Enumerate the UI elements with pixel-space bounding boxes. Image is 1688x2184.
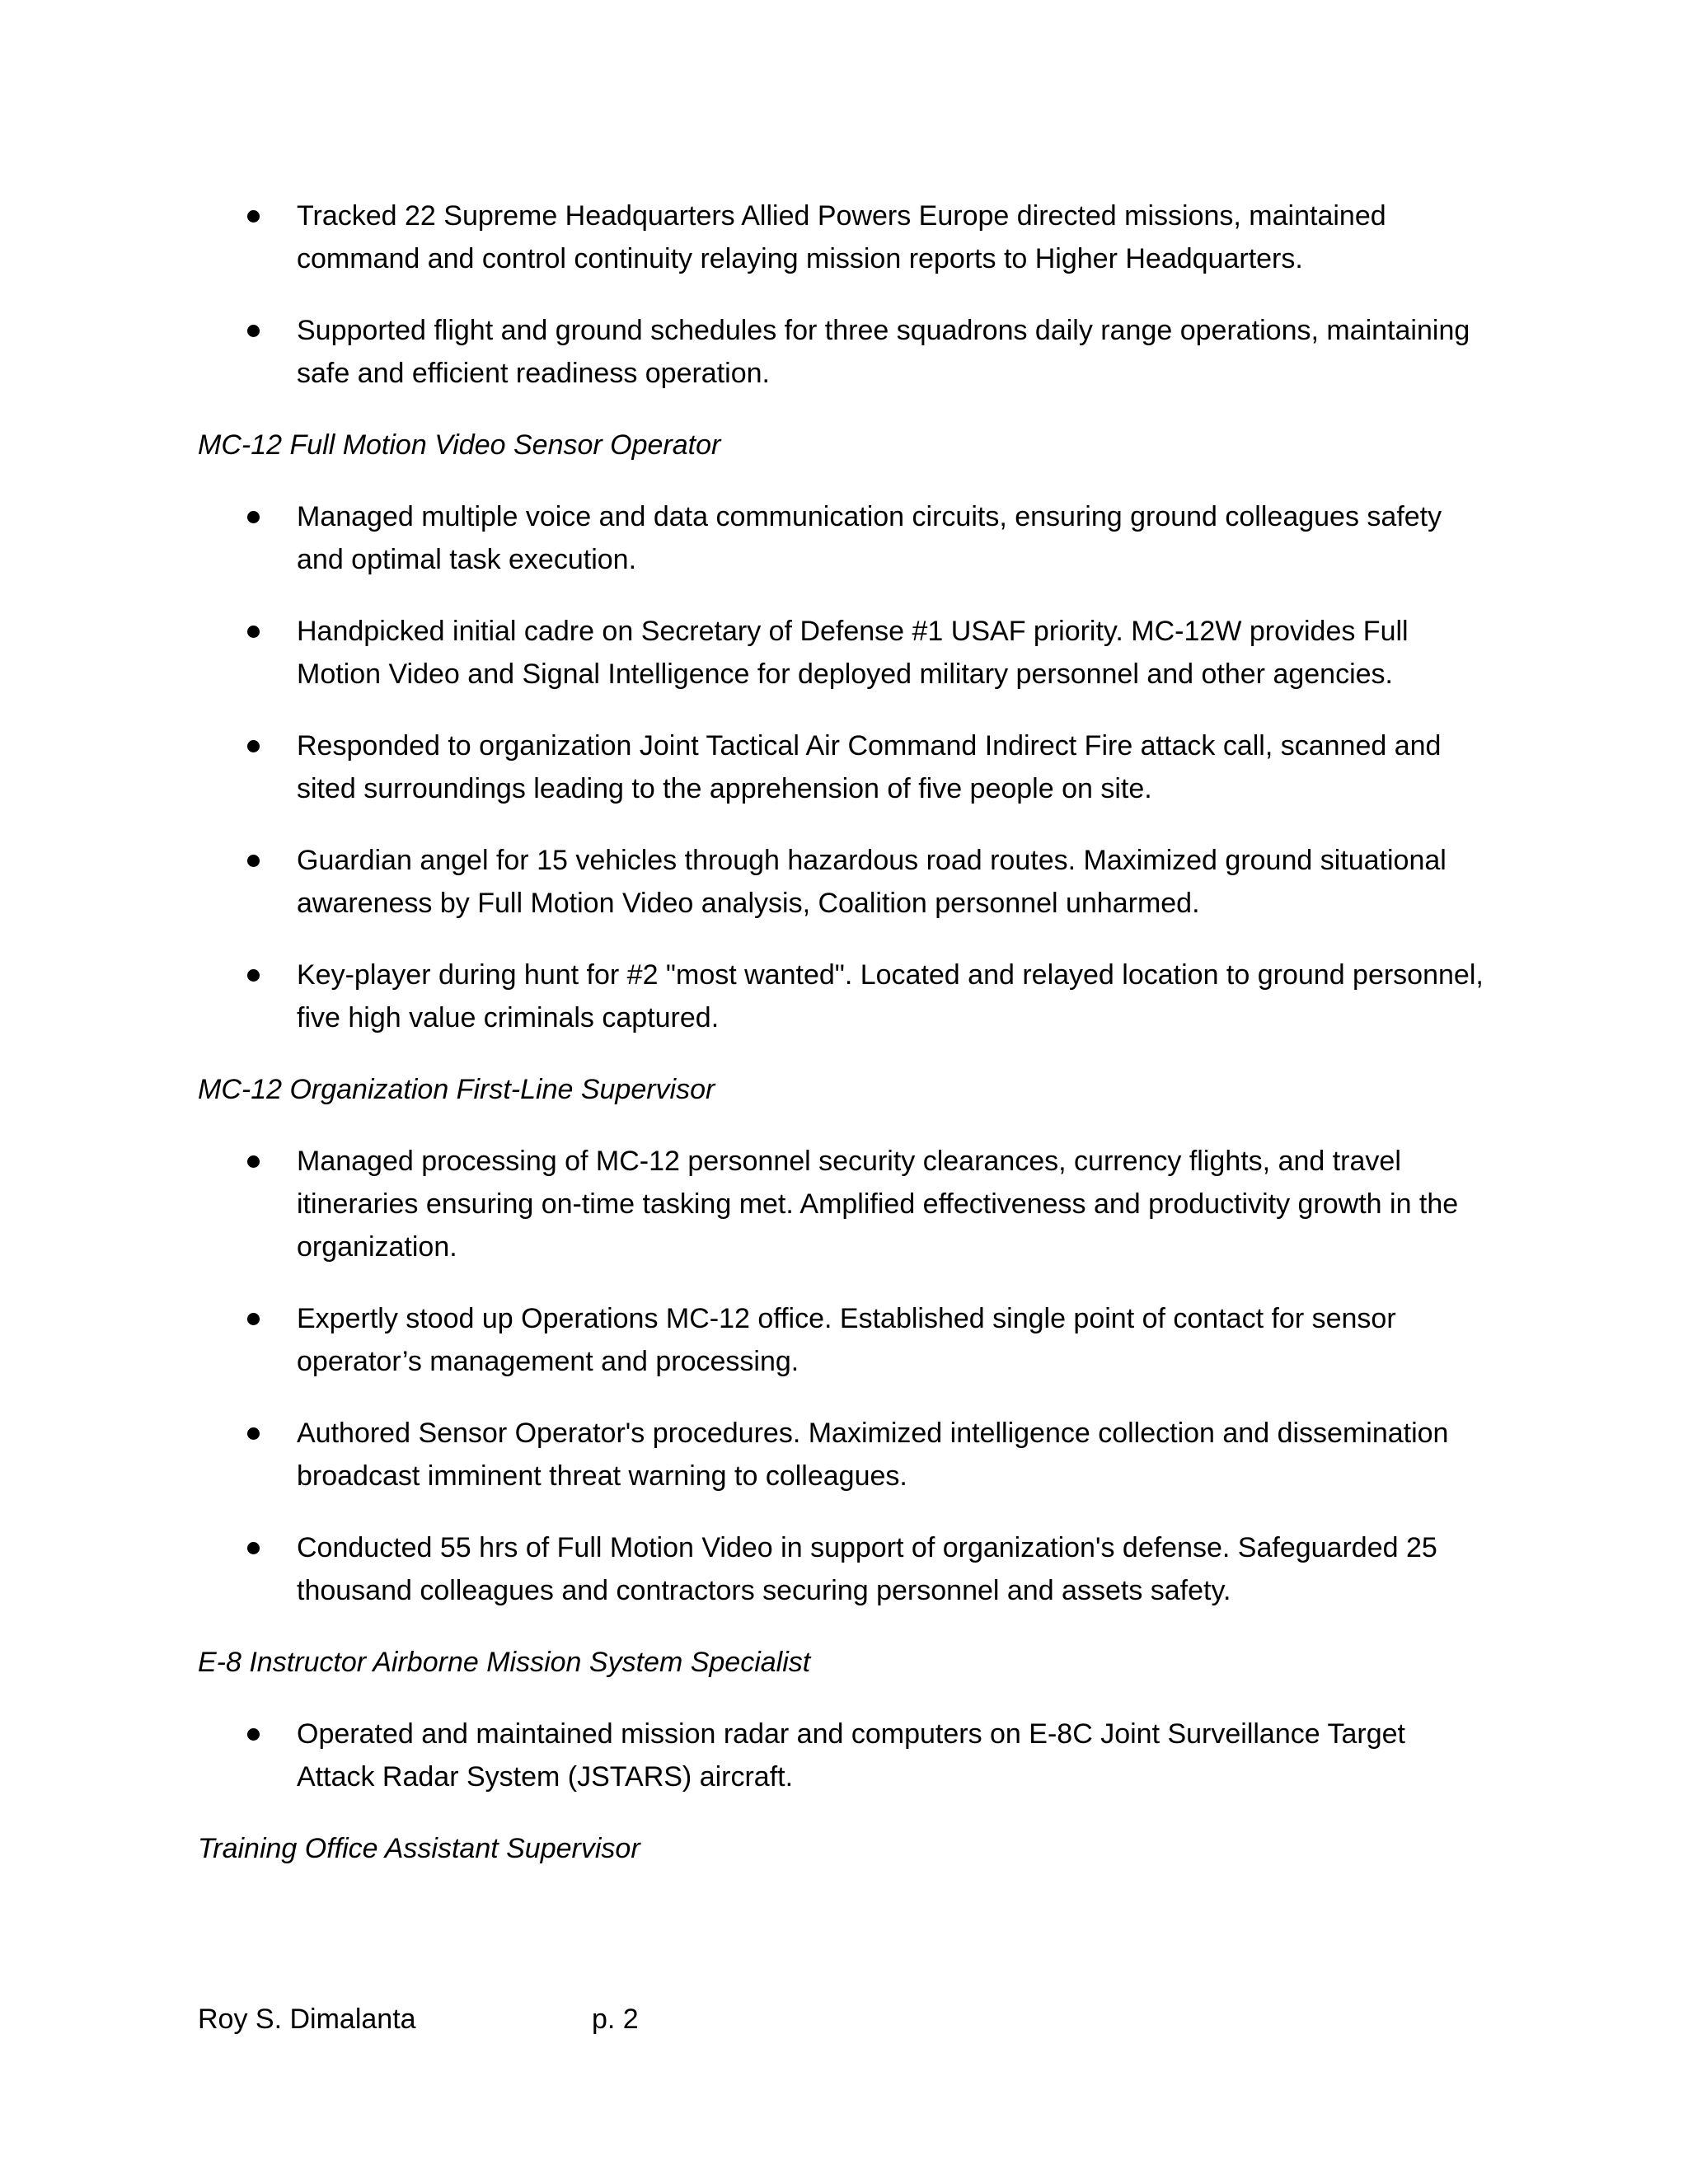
bullet-icon [247, 511, 260, 523]
list-item [198, 610, 1484, 696]
bullet-list [198, 1140, 1484, 1612]
list-item [198, 724, 1484, 810]
bullet-text: Tracked 22 Supreme Headquarters Allied Powers Europe directed missions, maintained command and control continuity relaying mission reports to Higher Headquarters. [297, 200, 1386, 274]
section-heading: MC-12 Full Motion Video Sensor Operator [198, 429, 721, 461]
bullet-text: Supported flight and ground schedules for three squadrons daily range operations, maintaining safe and efficient readiness operation. [297, 315, 1470, 389]
list-item [198, 309, 1484, 395]
list-item [198, 1140, 1484, 1268]
bullet-icon [247, 740, 260, 752]
footer-page-number: p. 2 [592, 2004, 639, 2035]
list-item [198, 1297, 1484, 1383]
bullet-text: Conducted 55 hrs of Full Motion Video in support of organization's defense. Safeguarded 25 thousand colleagues and contractors securing personnel and assets safety. [297, 1532, 1437, 1606]
page-footer [198, 1998, 1484, 2041]
list-item [198, 954, 1484, 1039]
bullet-icon [247, 325, 260, 337]
resume-content [198, 194, 1484, 1899]
bullet-icon [247, 1728, 260, 1741]
bullet-text: Key-player during hunt for #2 "most wanted". Located and relayed location to ground personnel, five high value criminals captured. [297, 959, 1484, 1033]
list-item [198, 1526, 1484, 1612]
bullet-text: Authored Sensor Operator's procedures. Maximized intelligence collection and dissemination broadcast imminent threat warning to colleagues. [297, 1418, 1449, 1492]
bullet-text: Operated and maintained mission radar and computers on E-8C Joint Surveillance Target Attack Radar System (JSTARS) aircraft. [297, 1718, 1405, 1793]
bullet-list [198, 495, 1484, 1039]
bullet-icon [247, 1155, 260, 1168]
bullet-icon [247, 210, 260, 223]
list-item [198, 495, 1484, 581]
bullet-text: Managed multiple voice and data communication circuits, ensuring ground colleagues safety and optimal task execution. [297, 501, 1442, 575]
list-item [198, 1412, 1484, 1497]
section-heading: MC-12 Organization First-Line Supervisor [198, 1074, 715, 1105]
bullet-text: Expertly stood up Operations MC-12 office. Established single point of contact for sensor operator’s management and processing. [297, 1303, 1396, 1377]
bullet-icon [247, 1313, 260, 1325]
bullet-text: Guardian angel for 15 vehicles through hazardous road routes. Maximized ground situational awareness by Full Motion Video analysis, Coalition personnel unharmed. [297, 845, 1447, 919]
bullet-icon [247, 1542, 260, 1554]
list-item [198, 839, 1484, 925]
bullet-icon [247, 626, 260, 638]
bullet-icon [247, 969, 260, 982]
list-item [198, 194, 1484, 280]
bullet-list [198, 194, 1484, 395]
bullet-icon [247, 1427, 260, 1440]
bullet-list [198, 1713, 1484, 1798]
section-heading: Training Office Assistant Supervisor [198, 1833, 640, 1864]
section-heading: E-8 Instructor Airborne Mission System Specialist [198, 1647, 811, 1678]
bullet-text: Responded to organization Joint Tactical Air Command Indirect Fire attack call, scanned and sited surroundings leading to the apprehension of five people on site. [297, 730, 1442, 804]
bullet-icon [247, 855, 260, 867]
bullet-text: Managed processing of MC-12 personnel security clearances, currency flights, and travel itineraries ensuring on-time tasking met. Amplified effectiveness and productivity growth in the organization. [297, 1146, 1459, 1263]
bullet-text: Handpicked initial cadre on Secretary of Defense #1 USAF priority. MC-12W provides Full Motion Video and Signal Intelligence for deployed military personnel and other agencies. [297, 616, 1409, 690]
footer-author-name: Roy S. Dimalanta [198, 2004, 416, 2035]
list-item [198, 1713, 1484, 1798]
